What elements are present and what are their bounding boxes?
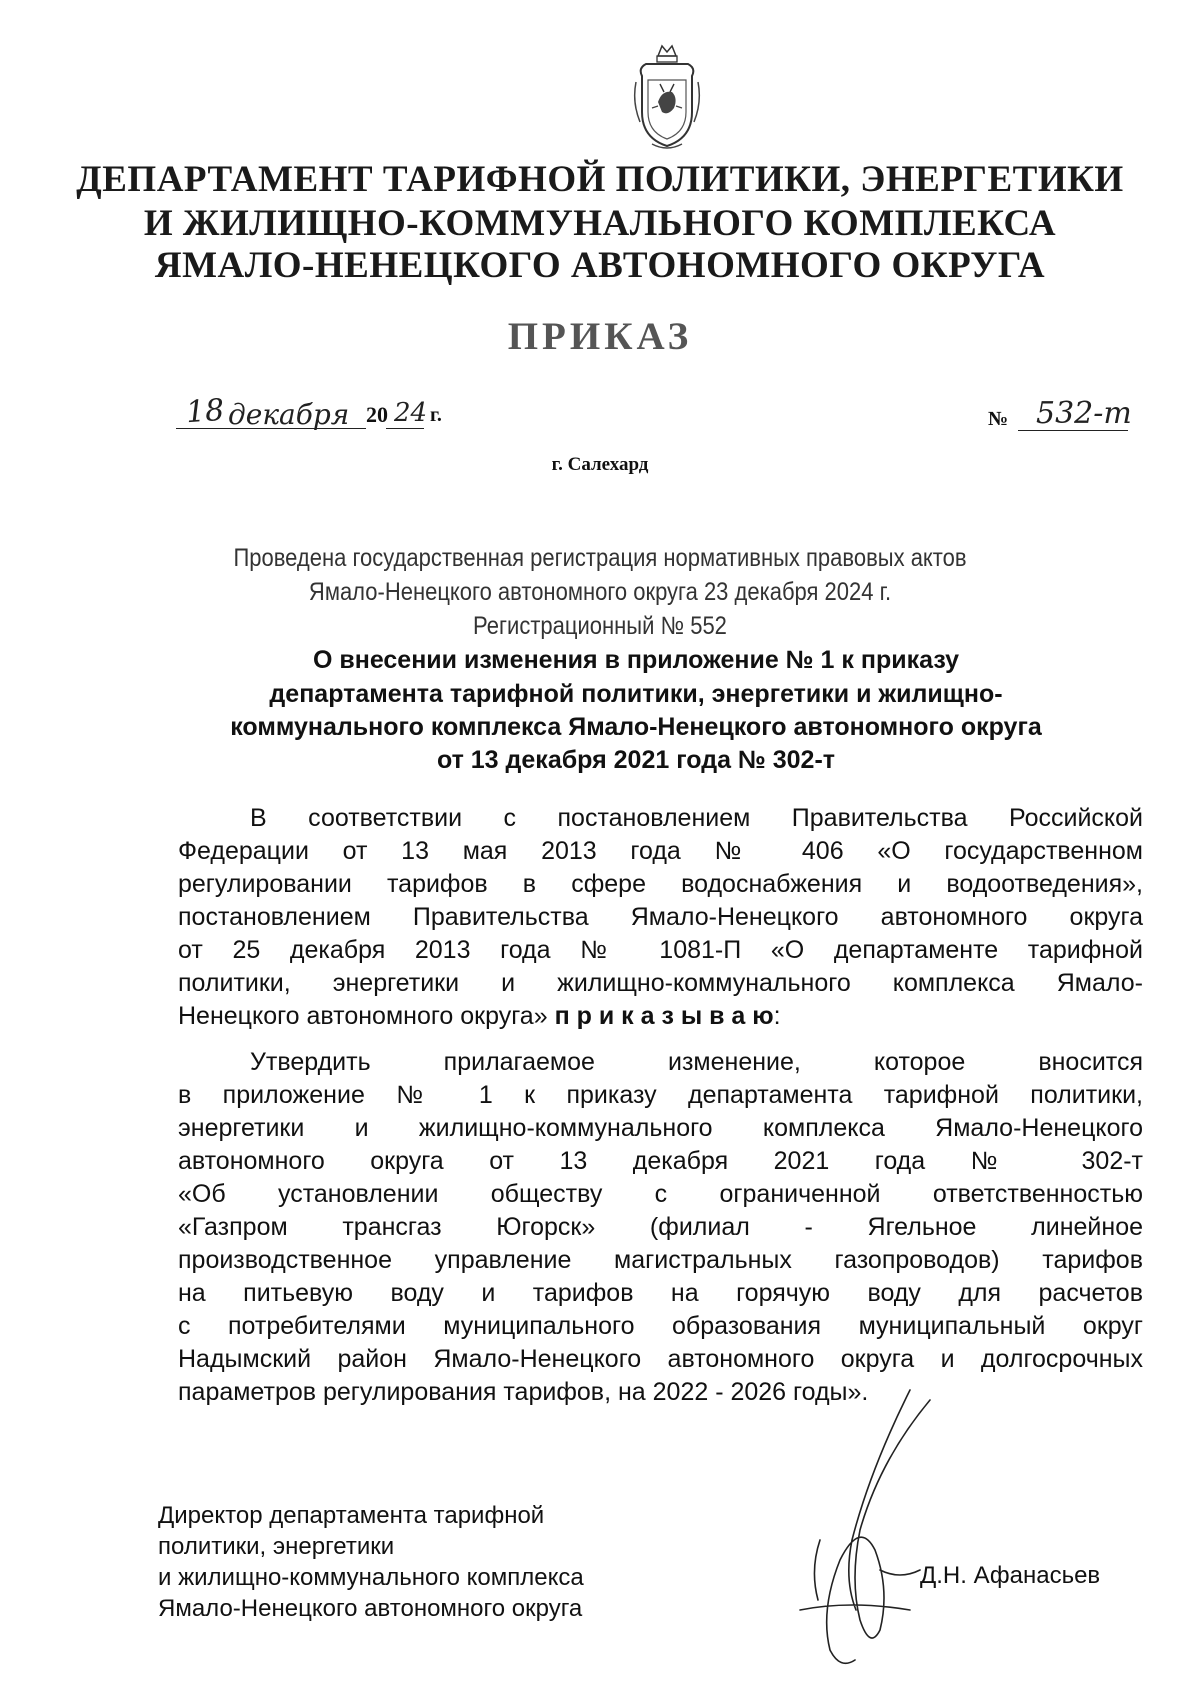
- paragraph-line: Федерации от 13 мая 2013 года № 406 «О государственном: [178, 837, 1143, 865]
- paragraph-line: регулировании тарифов в сфере водоснабжения и водоотведения»,: [178, 870, 1143, 898]
- date-year-handwritten: 24: [394, 398, 428, 428]
- paragraph-line: «Об установлении обществу с ограниченной ответственностью: [178, 1180, 1143, 1208]
- signatory-name: Д.Н. Афанасьев: [920, 1562, 1101, 1589]
- order-title-line: департамента тарифной политики, энергетики и жилищно-: [269, 680, 1003, 708]
- registration-line: Проведена государственная регистрация нормативных правовых актов: [233, 544, 967, 572]
- signatory-title-line: и жилищно-коммунального комплекса: [158, 1564, 584, 1591]
- order-number-label: №: [988, 408, 1009, 430]
- paragraph-line: параметров регулирования тарифов, на 2022 - 2026 годы».: [178, 1378, 869, 1406]
- paragraph-line: Утвердить прилагаемое изменение, которое вносится: [250, 1048, 1143, 1076]
- department-name-line: ЯМАЛО-НЕНЕЦКОГО АВТОНОМНОГО ОКРУГА: [154, 245, 1046, 286]
- paragraph-line: политики, энергетики и жилищно-коммунального комплекса Ямало-: [178, 969, 1143, 997]
- paragraph-line: в приложение № 1 к приказу департамента тарифной политики,: [178, 1081, 1143, 1109]
- year-underline: [386, 428, 424, 429]
- registration-line: Ямало-Ненецкого автономного округа 23 декабря 2024 г.: [308, 578, 892, 606]
- paragraph-line-text: Ненецкого автономного округа»: [178, 1002, 555, 1030]
- paragraph-line: «Газпром трансгаз Югорск» (филиал - Ягельное линейное: [178, 1213, 1143, 1241]
- city-name: г. Салехард: [551, 454, 649, 475]
- date-year-prefix: 20: [366, 402, 388, 427]
- signatory-title-line: Директор департамента тарифной: [158, 1502, 545, 1529]
- department-name-line: ДЕПАРТАМЕНТ ТАРИФНОЙ ПОЛИТИКИ, ЭНЕРГЕТИКИ: [76, 159, 1124, 200]
- order-word: п р и к а з ы в а ю: [554, 1002, 774, 1030]
- paragraph-line-final: [178, 1000, 1143, 1033]
- signatory-title-line: Ямало-Ненецкого автономного округа: [158, 1595, 583, 1622]
- paragraph-line: Надымский район Ямало-Ненецкого автономного округа и долгосрочных: [178, 1345, 1143, 1373]
- operative-paragraph: [178, 1046, 1143, 1409]
- date-month-handwritten: декабря: [228, 398, 350, 431]
- paragraph-line: автономного округа от 13 декабря 2021 года № 302-т: [178, 1147, 1143, 1175]
- date-suffix: г.: [430, 404, 442, 426]
- paragraph-line: с потребителями муниципального образования муниципальный округ: [178, 1312, 1143, 1340]
- paragraph-line: производственное управление магистральных газопроводов) тарифов: [178, 1246, 1143, 1274]
- paragraph-line: на питьевую воду и тарифов на горячую воду для расчетов: [178, 1279, 1143, 1307]
- preamble-paragraph: [178, 802, 1143, 1033]
- paragraph-line: постановлением Правительства Ямало-Ненецкого автономного округа: [178, 903, 1143, 931]
- paragraph-line: В соответствии с постановлением Правительства Российской: [250, 804, 1143, 832]
- signatory-title: [158, 1500, 584, 1624]
- department-name-line: И ЖИЛИЩНО-КОММУНАЛЬНОГО КОМПЛЕКСА: [143, 203, 1057, 244]
- coat-of-arms-emblem: [628, 42, 706, 154]
- order-title-line: от 13 декабря 2021 года № 302-т: [436, 746, 836, 774]
- paragraph-line: энергетики и жилищно-коммунального комплекса Ямало-Ненецкого: [178, 1114, 1143, 1142]
- signatory-title-line: политики, энергетики: [158, 1533, 395, 1560]
- order-number-handwritten: 532-т: [1036, 396, 1132, 431]
- order-title-line: коммунального комплекса Ямало-Ненецкого автономного округа: [230, 713, 1042, 741]
- document-type-heading: ПРИКАЗ: [507, 315, 693, 358]
- registration-line: Регистрационный № 552: [473, 612, 727, 640]
- handwritten-signature: [760, 1380, 960, 1680]
- order-title-line: О внесении изменения в приложение № 1 к приказу: [312, 646, 960, 674]
- order-colon: :: [773, 1002, 781, 1030]
- date-day-handwritten: 18: [184, 392, 226, 431]
- paragraph-line: от 25 декабря 2013 года № 1081-П «О департаменте тарифной: [178, 936, 1143, 964]
